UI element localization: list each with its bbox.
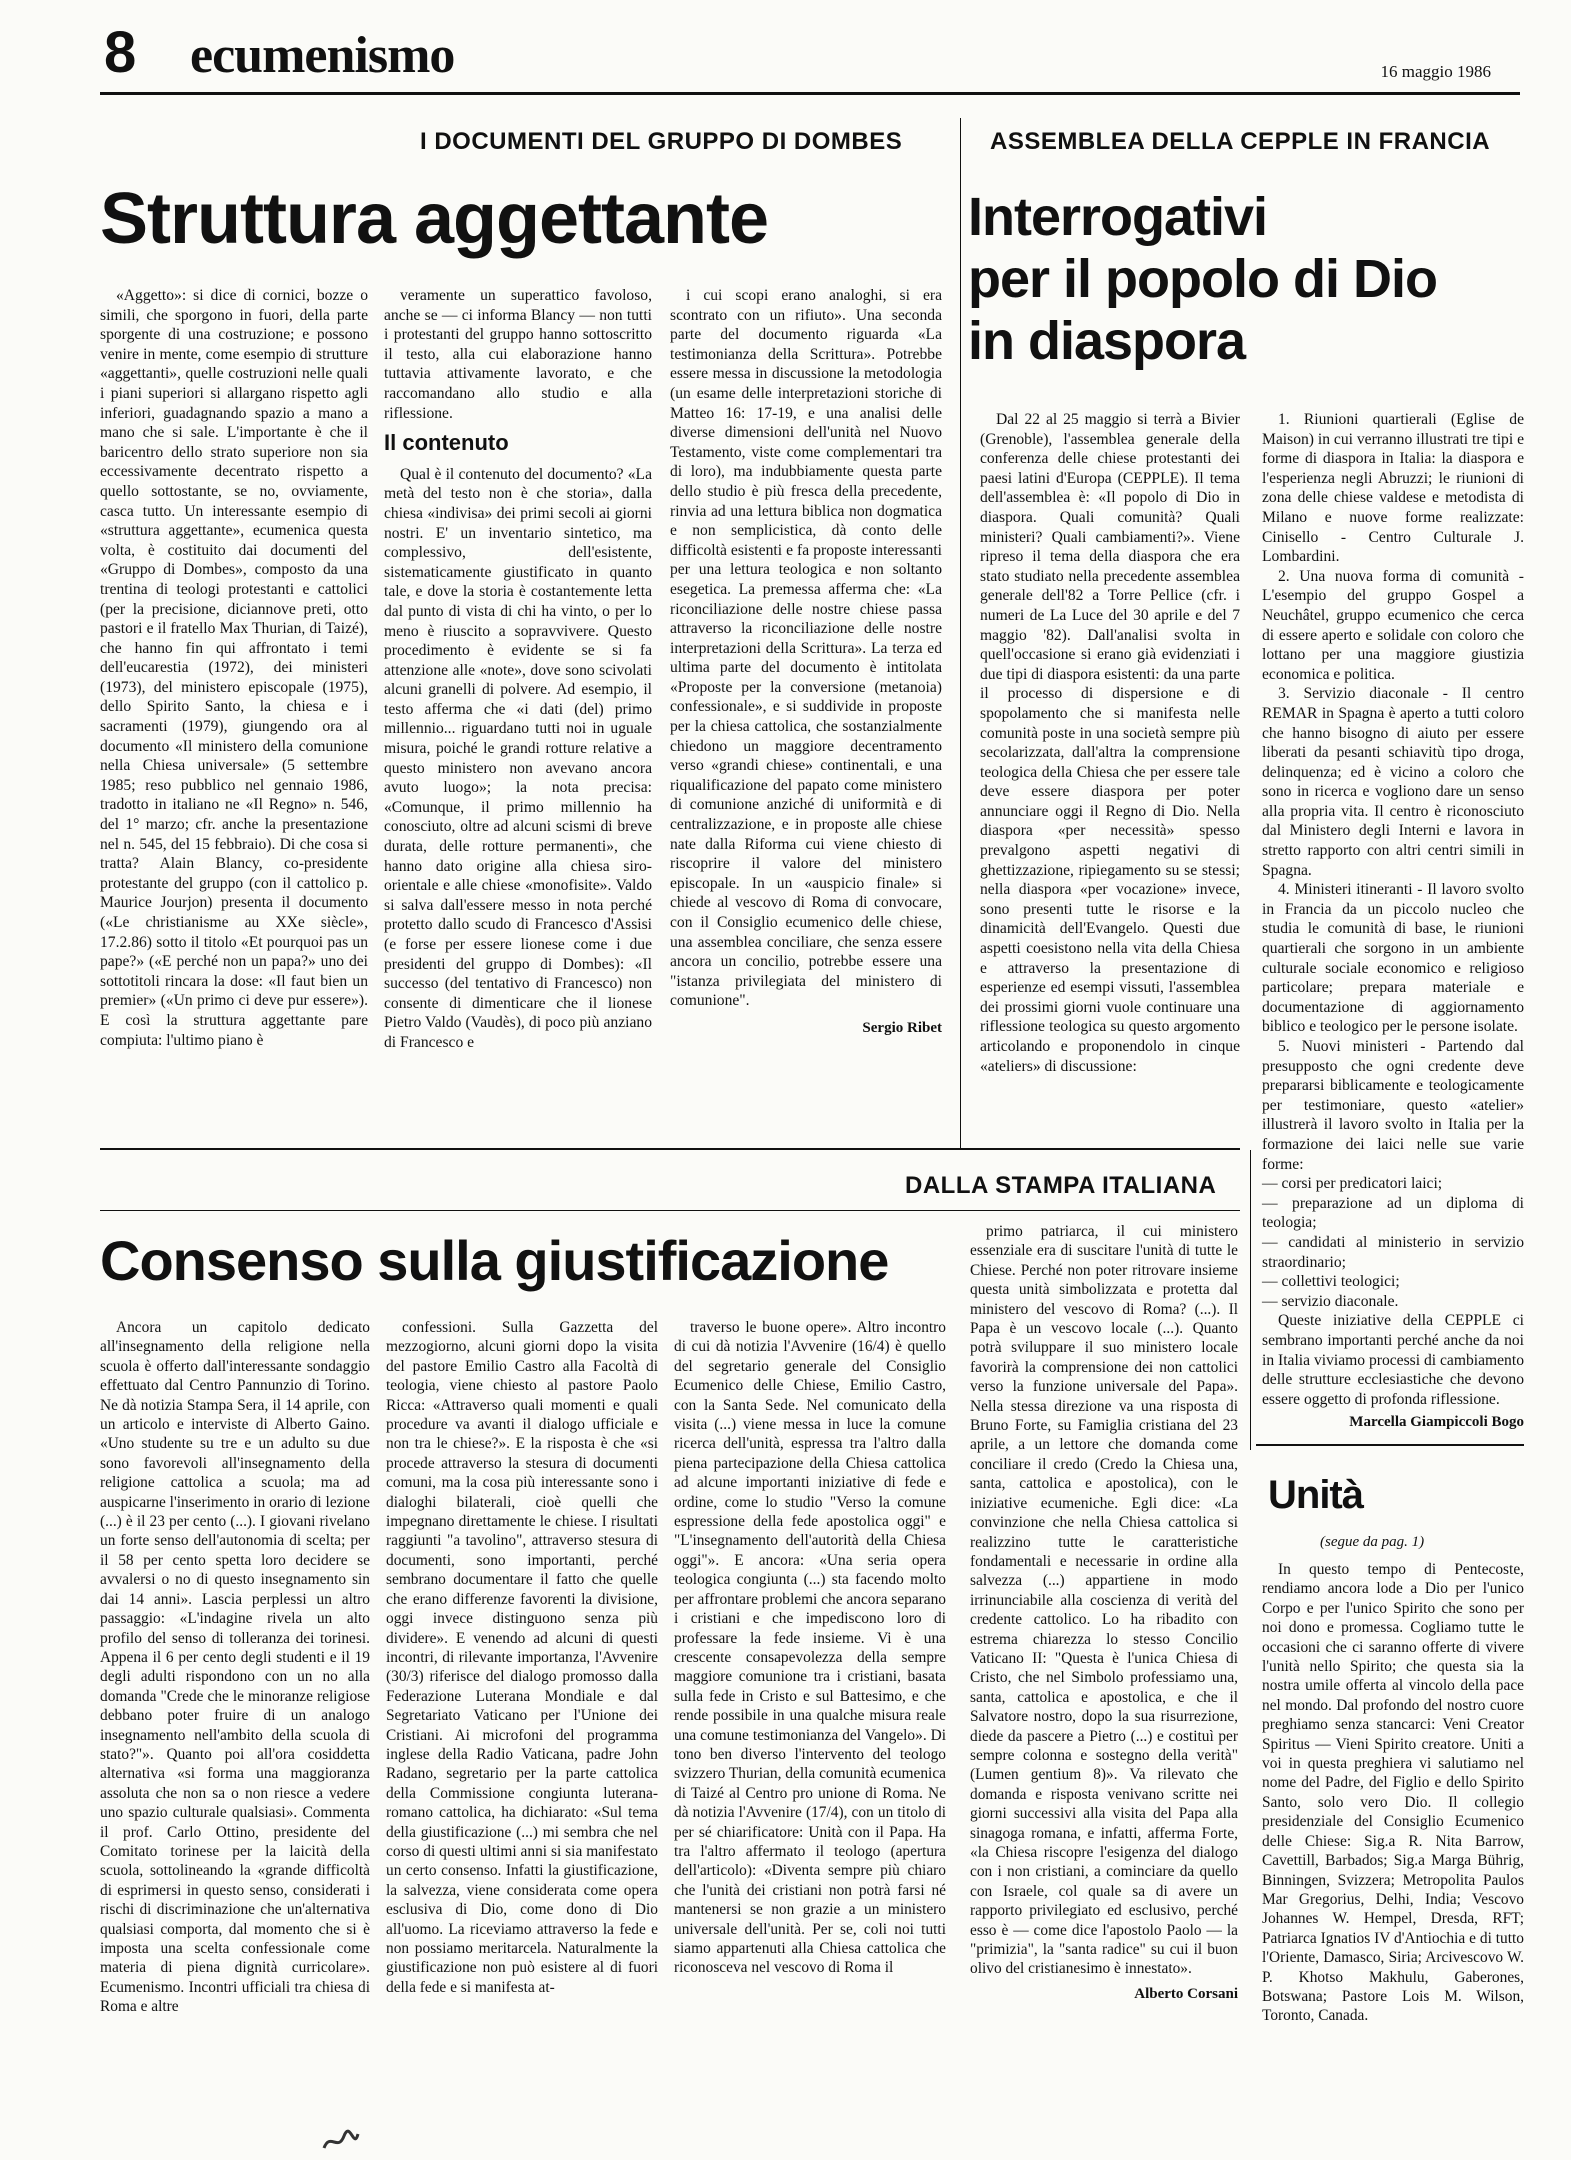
article2-column-1: Dal 22 al 25 maggio si terrà a Bivier (Grenoble), l'assemblea generale della conferenza delle chiese protestanti dei paesi latini d'Europa (CEPPLE). Il tema dell'assemblea è: «Il popolo di Dio in diaspora. Quali comunità? Quali ministeri? Quali cambiamenti?». Viene ripreso il tema della diaspora che era stato studiato nella precedente assemblea generale dell'82 a Torre Pellice (cfr. i numeri de La Luce del 30 aprile e del 7 maggio '82). Dall'analisi svolta in quell'occasione si erano già evidenziati i due tipi di diaspora esistenti: da una parte il processo di dispersione e di spopolamento che si manifesta nelle comunità poste in una società sempre più secolarizzata, dall'altra la comprensione teologica della Chiesa che per essere tale deve essere diaspora per poter annunciare oggi il Regno di Dio. Nella diaspora «per necessità» spesso prevalgono aspetti negativi di ghettizzazione, ripiegamento su se stessi; nella diaspora «per vocazione» invece, sono presenti tutte le risorse e la dinamicità dell'Evangelo. Questi due aspetti coesistono nella vita della Chiesa e attraverso la presentazione di esperienze ed esempi vissuti, l'assemblea dei prossimi giorni vuole continuare una riflessione teologica su questo argomento articolando e proponendolo in cinque «ateliers» di discussione: (980, 411, 1240, 1075)
article4-title: Unità (1268, 1473, 1363, 1517)
list-item: — corsi per predicatori laici; (1262, 1175, 1443, 1193)
article2-kicker: ASSEMBLEA DELLA CEPPLE IN FRANCIA (990, 128, 1491, 155)
article3-title: Consenso sulla giustificazione (100, 1229, 889, 1292)
article4-body: In questo tempo di Pentecoste, rendiamo ancora lode a Dio per l'unico Corpo e per l'unico Spirito che sono per noi dono e promessa. Cogliamo tutte le occasioni che ci saranno offerte di vivere l'unità nello Spirito; che questa sia la nostra umile offerta al vincolo della pace nel mondo. Dal profondo del nostro cuore preghiamo senza stancarci: Veni Creator Spiritus — Vieni Spirito creatore. Uniti a voi in questa preghiera vi salutiamo nel nome del Padre, del Figlio e dello Spirito Santo, solo vero Dio. Il collegio presidenziale del Consiglio Ecumenico delle Chiese: Sig.a R. Nita Barrow, Cavettill, Barbados; Sig.a Marga Bührig, Binningen, Svizzera; Metropolita Paulos Mar Gregorius, Delhi, India; Vescovo Johannes W. Hempel, Dresda, RFT; Patriarca Ignatios IV d'Antiochia e di tutto l'Oriente, Damasco, Siria; Arcivescovo W. P. Khotso Makhulu, Gaberones, Botswana; Pastore Lois M. Wilson, Toronto, Canada. (1262, 1561, 1524, 2025)
article2-column-2: 1. Riunioni quartierali (Eglise de Maison) in cui verranno illustrati tre tipi e forme di diaspora in Italia: la diaspora e l'esperienza negli Abruzzi; le riunioni di zona delle chiese valdese e metodista di Milano e nuove forme realizzate: Cinisello - Centro Culturale J. Lombardini. 2. Una nuova forma di comunità - L'esempio del gruppo Gospel a Neuchâtel, gruppo ecumenico che cerca di essere aperto e solidale con coloro che lottano per una maggiore giustizia economica e politica. 3. Servizio diaconale - Il centro REMAR in Spagna è aperto a tutti coloro che hanno bisogno di aiuto per essere liberati da pesanti schiavitù tipo droga, delinquenza; ed è vicino a coloro che sono in ricerca e vogliono dare un senso alla propria vita. Il centro è riconosciuto dal Ministero degli Interni e lavora in stretto rapporto con altri centri simili in Spagna. 4. Ministeri itineranti - Il lavoro svolto in Francia da un piccolo nucleo che studia le comunità di base, le riunioni quartierali che sorgono in un ambiente culturale sociale economico e religioso particolare; prepara materiale e documentazione di aggiornamento biblico e teologico per le persone isolate. 5. Nuovi ministeri - Partendo dal presupposto che ogni credente deve prepararsi biblicamente e teologicamente per testimoniare, questo «atelier» illustrerà il lavoro svolto in Italia per la formazione dei laici nelle sue varie forme: — corsi per predicatori laici; — preparazione ad un diploma di teologia; — candidati al ministerio in servizio straordinario; — collettivi teologici; — servizio diaconale. Queste iniziative della CEPPLE ci sembrano importanti perché anche da noi in Italia viviamo processi di cambiamento delle strutture ecclesiastiche che devono essere oggetto di profonda riflessione. Marcella Giampiccoli Bogo (1262, 410, 1524, 1433)
article1-column-1: «Aggetto»: si dice di cornici, bozze o simili, che sporgono in fuori, della parte sporgente di una costruzione; e possono venire in mente, come esempio di strutture «aggettanti», quelle costruzioni nelle quali i piani superiori si allargano rispetto agli inferiori, guadagnando spazio a mano a mano che si sale. L'importante è che il baricentro dello strato superiore non sia eccessivamente decentrato rispetto a quello sottostante, se no, ovviamente, casca tutto. Un interessante esempio di «struttura aggettante», ecumenica questa volta, è costituito dai documenti del «Gruppo di Dombes», composto da una trentina di teologi protestanti e cattolici (per la precisione, diciannove preti, otto pastori e il fratello Max Thurian, di Taizé), che hanno fin qui affrontato i temi dell'eucarestia (1972), dei ministeri (1973), del ministero episcopale (1975), dello Spirito Santo, la chiesa e i sacramenti (1979), giungendo ora al documento «Il ministero della comunione nella Chiesa universale» (5 settembre 1985; reso pubblico nel gennaio 1986, tradotto in italiano ne «Il Regno» n. 546, del 1° marzo; cfr. anche la presentazione nel n. 545, del 15 febbraio). Di che cosa si tratta? Alain Blancy, co-presidente protestante del gruppo (con il cattolico p. Maurice Jourjon) presenta il documento («Le christianisme au XXe siècle», 17.2.86) sotto il titolo «Et pourquoi pas un pape?» («E perché non un papa?» uno dei sottotitoli rincara la dose: «Il faut bien un premier» («Un primo ci deve pur essere»). E così la struttura aggettante pare compiuta: l'ultimo piano è (100, 287, 368, 1049)
article1-signature: Sergio Ribet (862, 1019, 942, 1036)
section-title: ecumenismo (190, 27, 455, 84)
header-rule (100, 92, 1520, 95)
article2-title: Interrogativi per il popolo di Dio in diaspora (968, 187, 1437, 371)
atelier-item: 1. Riunioni quartierali (Eglise de Maison) in cui verranno illustrati tre tipi e forme di diaspora in Italia: la diaspora e l'esperienza negli Abruzzi; le riunioni di zona delle chiese valdese e metodista di Milano e nuove forme realizzate: Cinisello - Centro Culturale J. Lombardini. (1262, 411, 1524, 566)
article1-subhead: Il contenuto (384, 430, 509, 456)
page-number: 8 (104, 20, 137, 85)
article1-title: Struttura aggettante (100, 179, 769, 259)
article3-kicker: DALLA STAMPA ITALIANA (905, 1172, 1217, 1199)
article2-signature: Marcella Giampiccoli Bogo (1349, 1414, 1524, 1431)
atelier-item: 2. Una nuova forma di comunità - L'esempio del gruppo Gospel a Neuchâtel, gruppo ecumenico che cerca di essere aperto e solidale con coloro che lottano per una maggiore giustizia economica e politica. (1262, 567, 1524, 683)
article3-column-4: primo patriarca, il cui ministero essenziale era di suscitare l'unità di tutte le Chiese. Perché non poter ritrovare insieme questa unità simbolizzata e protetta dal ministero del vescovo di Roma? (...). Il Papa è un vescovo locale (...). Quanto potrà sviluppare il suo ministero locale favorirà la comprensione dei non cattolici verso la funzione universale del Papa». Nella stessa direzione va una risposta di Bruno Forte, su Famiglia cristiana del 23 aprile, a un lettore che domanda come conciliare il credo (Credo la Chiesa una, santa, cattolica e apostolica), con le iniziative ecumeniche. Egli dice: «La convinzione che nella Chiesa cattolica si realizzino tutte le caratteristiche fondamentali e necessarie in ordine alla salvezza (...) appartiene in modo irrinunciabile alla coscienza di verità del credente cattolico. Lo ha ribadito con estrema chiarezza lo stesso Concilio Vaticano II: "Questa è l'unica Chiesa di Cristo, che nel Simbolo professiamo una, santa, cattolica e apostolica, e che il Salvatore nostro, dopo la sua risurrezione, diede da pascere a Pietro (...) e costituì per sempre colonna e sostegno della verità" (Lumen gentium 8)». Va rilevato che domanda e risposta venivano scritte nei giorni successivi alla visita del Papa alla sinagoga romana, e infatti, afferma Forte, «la Chiesa riscopre l'esigenza del dialogo con i non cristiani, a cominciare da quello con Israele, col quale sa di avere un rapporto privilegiato ed esclusivo, perché esso è — come dice l'apostolo Paolo — la "primizia", la "santa radice" su cui il buon olivo del cristianesimo è innestato». Alberto Corsani (970, 1222, 1238, 2004)
article3-signature: Alberto Corsani (1134, 1985, 1238, 2002)
column-divider (960, 118, 961, 1148)
column-divider-right (1250, 1150, 1251, 1450)
list-item: — preparazione ad un diploma di teologia; (1262, 1194, 1524, 1232)
atelier-item: 4. Ministeri itineranti - Il lavoro svolto in Francia da un piccolo nucleo che studia le comunità di base, le riunioni quartierali che sorgono in un ambiente culturale sociale economico e religioso particolare; prepara materiale e documentazione di aggiornamento biblico e teologico per le persone isolate. (1262, 881, 1524, 1036)
article3-kicker-rule (100, 1210, 1240, 1211)
article4-rule (1256, 1444, 1524, 1446)
list-item: — servizio diaconale. (1262, 1292, 1399, 1310)
list-item: — collettivi teologici; (1262, 1273, 1400, 1291)
list-item: — candidati al ministerio in servizio straordinario; (1262, 1233, 1524, 1271)
article1-column-2: veramente un superattico favoloso, anche se — ci informa Blancy — non tutti i protestanti del gruppo hanno sottoscritto il testo, alla cui elaborazione hanno tuttavia attivamente lavorato, e che raccomandano allo studio e alla riflessione. Il contenuto Qual è il contenuto del documento? «La metà del testo non è che storia», dalla chiesa «indivisa» dei primi secoli ai giorni nostri. E' un inventario sintetico, ma complessivo, dell'esistente, sistematicamente giustificato in quanto tale, e dove la storia è costantemente letta dal punto di vista di chi ha vinto, o per lo meno è riuscito a sopravvivere. Questo procedimento è evidente se si fa attenzione alle «note», dove sono scivolati alcuni granelli di polvere. Ad esempio, il testo afferma che «i dati (del) primo millennio... riguardano tutti noi in uguale misura, poiché le grandi rotture relative a questo ministero non avevano ancora avuto luogo»; la nota precisa: «Comunque, il primo millennio ha conosciuto, oltre ad alcuni scismi di breve durata, delle rotture permanenti», che hanno dato origine alla chiesa siro-orientale e alle chiese «monofisite». Valdo si salva dall'essere messo in nota perché protetto dallo scudo di Francesco d'Assisi (e forse per essere lionese come i due presidenti del gruppo di Dombes): «Il successo (del tentativo di Francesco) non consente di dimenticare che il lionese Pietro Valdo (Vaudès), di poco più anziano di Francesco e (384, 287, 652, 1051)
article3-column-2: confessioni. Sulla Gazzetta del mezzogiorno, alcuni giorni dopo la visita del pastore Emilio Castro alla Facoltà di teologia, viene chiesto al pastore Paolo Ricca: «Attraverso quali momenti e quali procedure va avanti il dialogo ufficiale e non tra le chiese?». E la risposta è che «si procede attraverso la stesura di documenti comuni, ma la cosa più interessante sono i dialoghi bilaterali, cioè quelli che impegnano direttamente le chiese. I risultati raggiunti "a tavolino", attraverso stesura di documenti, sono importanti, perché sembrano documentare il fatto che quelle che erano differenze favorenti la divisione, oggi invece distinguono senza più dividere». E venendo ad alcuni di questi incontri, di rilevante importanza, l'Avvenire (30/3) riferisce del dialogo promosso dalla Federazione Luterana Mondiale e dal Segretariato Vaticano per l'Unione dei Cristiani. Ai microfoni del programma inglese della Radio Vaticana, padre John Radano, segretario per la parte cattolica della Commissione congiunta luterana-romano cattolica, ha dichiarato: «Sul tema della giustificazione (...) mi sembra che nel corso di questi ultimi anni si sia manifestato un certo consenso. Infatti la giustificazione, la salvezza, viene considerata come opera esclusiva di Dio, come dono di Dio all'uomo. La riceviamo attraverso la fede e non possiamo meritarcela. Naturalmente la giustificazione non può esistere al di fuori della fede e si manifesta at- (386, 1319, 658, 1996)
article1-kicker: I DOCUMENTI DEL GRUPPO DI DOMBES (420, 128, 903, 155)
scan-mark (320, 2128, 360, 2154)
article1-column-3: i cui scopi erano analoghi, si era scontrato con un rifiuto». Una seconda parte del documento riguarda «La testimonianza della Scrittura». Potrebbe essere messa in discussione la metodologia (un esame delle interpretazioni storiche di Matteo 16: 17-19, e una analisi delle diverse dimensioni dell'unità nel Nuovo Testamento, viste come complementari tra di loro), ma indubbiamente questa parte dello studio è più fresca della precedente, rinvia ad una lettura biblica non dogmatica e non semplicistica, dà conto delle difficoltà esistenti e fa proposte interessanti per una lettura teologica e non soltanto esegetica. La premessa afferma che: «La riconciliazione delle nostre chiese passa attraverso la riconciliazione delle nostre interpretazioni della Scrittura». La terza ed ultima parte del documento è intitolata «Proposte per la conversione (metanoia) confessionale», e si suddivide in proposte per la chiesa cattolica, che sostanzialmente chiedono un maggiore decentramento verso «grandi chiese» continentali, e una riqualificazione del papato come ministero di comunione anziché di uniformità e di centralizzazione, e in proposte alle chiese nate dalla Riforma cui viene chiesto di riscoprire il valore del ministero episcopale. In un «auspicio finale» si chiede al vescovo di Roma di convocare, con il Consiglio ecumenico delle chiese, una assemblea conciliare, che senza essere ancora un concilio, potrebbe essere una "istanza privilegiata del ministero di comunione". Sergio Ribet (670, 286, 942, 1039)
atelier-item: 3. Servizio diaconale - Il centro REMAR in Spagna è aperto a tutti coloro che hanno bisogno di aiuto per essere liberati da pesanti schiavitù tipo droga, delinquenza; ed è vicino a coloro che sono in ricerca e vogliono dare un senso alla propria vita. Il centro è riconosciuto dal Ministero degli Interni e lavora in stretto rapporto con altri centri simili in Spagna. (1262, 685, 1524, 879)
atelier-item: 5. Nuovi ministeri - Partendo dal presupposto che ogni credente deve prepararsi biblicamente e teologicamente per testimoniare, questo «atelier» illustrerà il lavoro svolto in Italia per la formazione dei laici nelle sue varie forme: (1262, 1038, 1524, 1173)
section-rule (100, 1148, 1240, 1150)
article3-column-1: Ancora un capitolo dedicato all'insegnamento della religione nella scuola è offerto dall'interessante sondaggio effettuato dal Centro Pannunzio di Torino. Ne dà notizia Stampa Sera, il 14 aprile, con un articolo e interviste di Alberto Gaino. «Uno studente su tre e un adulto su due sono favorevoli all'insegnamento della religione cattolica a scuola; ma ad auspicarne l'inserimento in orario di lezione (...) è il 23 per cento (...). I giovani rivelano un forte senso dell'autonomia di scelta; per il 58 per cento spetta loro decidere se avvalersi o no di questo insegnamento sin dai 14 anni». Lascia perplessi un altro passaggio: «L'indagine rivela un alto profilo del senso di tolleranza dei torinesi. Appena il 6 per cento degli studenti e il 19 degli adulti rispondono con un no alla domanda "Crede che le minoranze religiose debbano poter fruire di un analogo insegnamento nell'ambito della scuola di stato?"». Quanto poi all'ora cosiddetta alternativa «si forma una maggioranza assoluta che non sa o non riesce a vedere uno spazio culturale qualsiasi». Commenta il prof. Carlo Ottino, presidente del Comitato torinese per la laicità della scuola, sottolineando la «grande difficoltà di esprimersi in questo senso, considerati i rischi di discriminazione che un'alternativa qualsiasi comporta, dal momento che si è imposta una scelta confessionale come materia di piena dignità curricolare». Ecumenismo. Incontri ufficiali tra chiesa di Roma e altre (100, 1319, 370, 2016)
article3-column-3: traverso le buone opere». Altro incontro di cui dà notizia l'Avvenire (16/4) è quello del segretario generale del Consiglio Ecumenico delle Chiese, Emilio Castro, con la Santa Sede. Nel comunicato della visita (...) viene messa in luce la comune ricerca dell'unità, espressa tra l'altro dalla piena partecipazione della Chiesa cattolica ad alcune importanti iniziative di fede e ordine, come lo studio "Verso la comune espressione della fede apostolica oggi" e "L'insegnamento dell'autorità della Chiesa oggi"». E ancora: «Una seria opera teologica congiunta (...) sta facendo molto per affrontare problemi che ancora separano i cristiani e che impediscono loro di professare la fede insieme. Vi è una crescente consapevolezza della sempre maggiore comunione tra i cristiani, basata sulla fede in Cristo e sul Battesimo, e che rende possibile in una qualche misura reale una comune testimonianza del Vangelo». Di tono ben diverso l'intervento del teologo svizzero Thurian, della comunità ecumenica di Taizé al Centro pro unione di Roma. Ne dà notizia l'Avvenire (17/4), con un titolo di per sé chiarificatore: Unità con il Papa. Ha tra l'altro affermato il teologo (apertura dell'articolo): «Diventa sempre più chiaro che l'unità dei cristiani non potrà farsi né mantenersi se non grazie a un ministero universale dell'unità. Per se, coli noi tutti siamo appartenuti alla Chiesa cattolica che riconosceva nel vescovo di Roma il (674, 1319, 946, 1977)
article4-continued: (segue da pag. 1) (1320, 1534, 1425, 1550)
issue-date: 16 maggio 1986 (1380, 62, 1491, 81)
